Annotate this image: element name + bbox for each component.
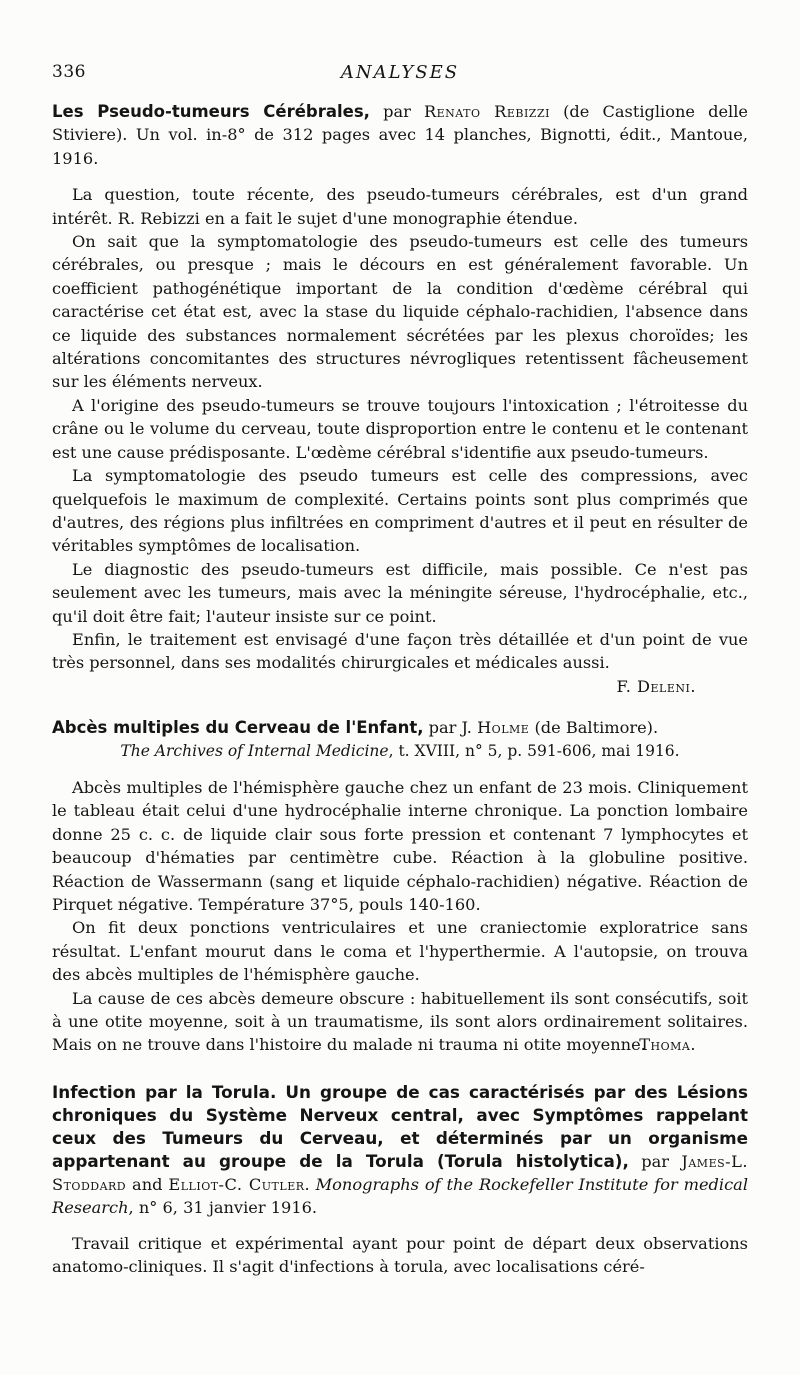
article-1-heading <box>52 100 748 170</box>
article-2-journal-ref: , t. XVIII, n° 5, p. 591-606, mai 1916. <box>388 741 680 760</box>
article-3-author-2: Elliot-C. Cutler <box>168 1174 305 1194</box>
running-head: ANALYSES <box>340 62 460 83</box>
page-body <box>52 100 748 1279</box>
article-1-paragraph-5: Le diagnostic des pseudo-tumeurs est difficile, mais possible. Ce n'est pas seulement avec les tumeurs, mais avec la méningite séreuse, l'hydrocéphalie, etc., qu'il doit être fait; l'auteur insiste sur ce point. <box>52 559 748 626</box>
article-1-author: Renato Rebizzi <box>423 102 550 121</box>
article-3-title: Infection par la Torula. Un groupe de cas caractérisés par des Lésions chroniques du Système Nerveux central, avec Symptômes rappelant ceux des Tumeurs du Cerveau, et déterminés par un organisme appartenant au groupe de la Torula (Torula histolytica), <box>52 1081 748 1171</box>
byline-text: par <box>628 1151 682 1171</box>
article-2-title: Abcès multiples du Cerveau de l'Enfant, <box>52 718 424 738</box>
article-2-affiliation: (de Baltimore). <box>529 718 659 738</box>
article-2-paragraph-2: On fit deux ponctions ventriculaires et une craniectomie exploratrice sans résultat. L'enfant mourut dans le coma et l'hyperthermie. A l'autopsie, on trouva des abcès multiples de l'hémisphère gauche. <box>52 918 748 985</box>
article-3-paragraph-1: Travail critique et expérimental ayant pour point de départ deux observations anatomo-cliniques. Il s'agit d'infections à torula, avec localisations céré- <box>52 1233 748 1277</box>
article-1-paragraph-3: A l'origine des pseudo-tumeurs se trouve toujours l'intoxication ; l'étroitesse du crâne ou le volume du cerveau, toute disproportion entre le contenu et le contenant est une cause prédisposante. L'œdème cérébral s'identifie aux pseudo-tumeurs. <box>52 395 748 462</box>
page-header <box>52 62 748 88</box>
article-2-author: Holme <box>477 718 530 738</box>
article-1-title: Les Pseudo-tumeurs Cérébrales, <box>52 102 370 121</box>
article-2-paragraph-1: Abcès multiples de l'hémisphère gauche chez un enfant de 23 mois. Cliniquement le tableau était celui d'une hydrocéphalie interne chronique. La ponction lombaire donne 25 c. c. de liquide clair sous forte pression et contenant 7 lymphocytes et beaucoup d'hématies par centimètre cube. Réaction à la globuline positive. Réaction de Wassermann (sang et liquide céphalo-rachidien) négative. Réaction de Pirquet négative. Température 37°5, pouls 140-160. <box>52 777 748 914</box>
byline-and: and <box>126 1174 169 1194</box>
article-3-heading <box>52 1081 748 1219</box>
byline-sep: . <box>304 1174 316 1194</box>
article-2-reference <box>52 740 748 763</box>
byline-text: par J. <box>423 718 478 738</box>
article-1-paragraph-4: La symptomatologie des pseudo tumeurs est celle des compressions, avec quelquefois le maximum de complexité. Certains points sont plus comprimés que d'autres, des régions plus infiltrées en compriment d'autres et il peut en résulter de véritables symptômes de localisation. <box>52 466 748 556</box>
signature-text: Thoma. <box>639 1035 696 1055</box>
byline-text: par <box>369 102 424 121</box>
article-3-journal: Monographs of the Rockefeller Institute for medical Research <box>52 1174 748 1217</box>
signature-text: F. Deleni. <box>616 676 696 696</box>
article-2-paragraph-3: La cause de ces abcès demeure obscure : habituellement ils sont consécutifs, soit à une otite moyenne, soit à un traumatisme, ils sont alors ordinairement solitaires. Mais on ne trouve dans l'histoire du malade ni trauma ni otite moyenne. <box>52 988 748 1055</box>
article-3-journal-ref: , n° 6, 31 janvier 1916. <box>128 1197 318 1217</box>
article-2-heading <box>52 716 748 739</box>
article-1-paragraph-6: Enfin, le traitement est envisagé d'une façon très détaillée et d'un point de vue très personnel, dans ses modalités chirurgicales et médicales aussi. <box>52 629 748 673</box>
article-1-paragraph-2: On sait que la symptomatologie des pseudo-tumeurs est celle des tumeurs cérébrales, ou presque ; mais le décours en est généralement favorable. Un coefficient pathogénétique important de la condition d'œdème cérébral qui caractérise cet état est, avec la stase du liquide céphalo-rachidien, l'absence dans ce liquide des substances normalement sécrétées par les plexus choroïdes; les altérations concomitantes des structures névrogliques retentissent fâcheusement sur les éléments nerveux. <box>52 232 748 392</box>
article-2-journal: The Archives of Internal Medicine <box>120 741 389 760</box>
page-number: 336 <box>52 62 86 82</box>
article-1-signature <box>52 675 748 698</box>
article-1-publication: (de Castiglione delle Stiviere). Un vol. in-8° de 312 pages avec 14 planches, Bignotti, édit., Mantoue, 1916. <box>52 102 748 168</box>
article-3-author-1: James-L. Stoddard <box>52 1151 749 1194</box>
article-1-paragraph-1: La question, toute récente, des pseudo-tumeurs cérébrales, est d'un grand intérêt. R. Rebizzi en a fait le sujet d'une monographie étendue. <box>52 185 748 228</box>
